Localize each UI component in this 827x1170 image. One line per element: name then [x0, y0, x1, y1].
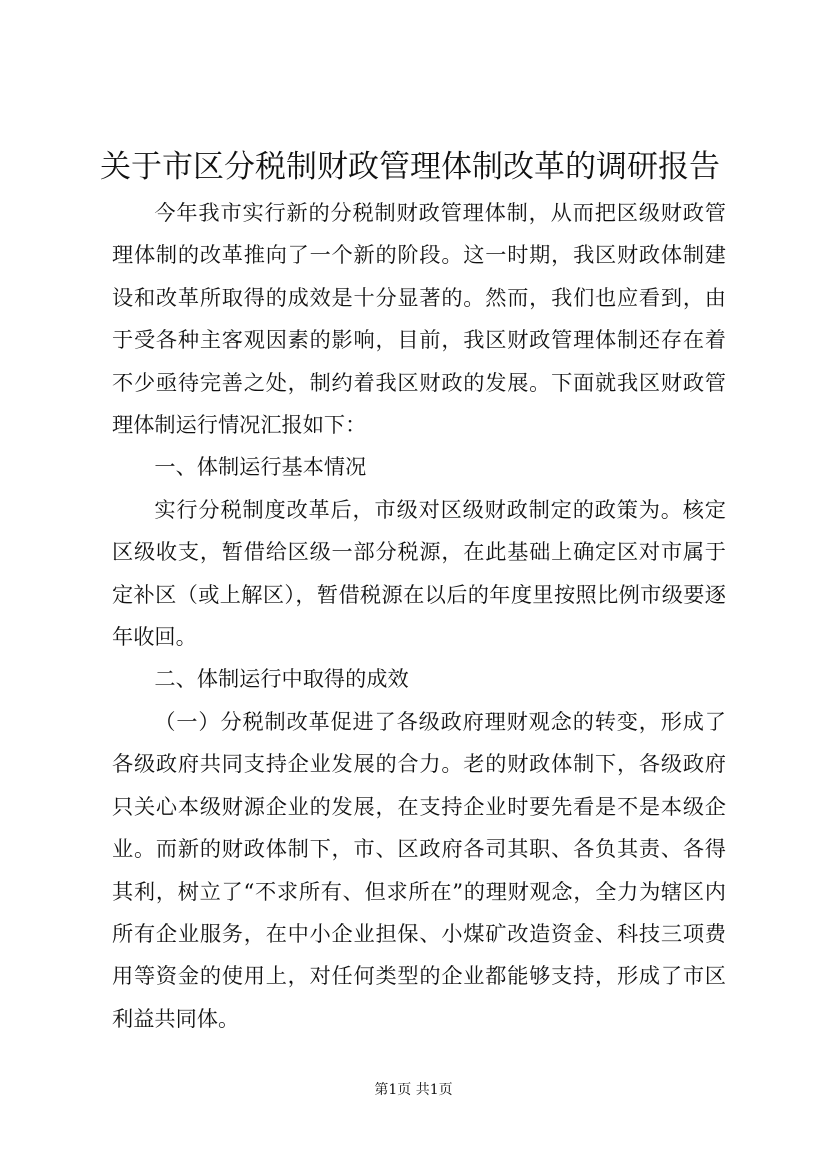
section-heading-achievements: 二、体制运行中取得的成效: [154, 666, 409, 692]
paragraph-achievement-one: （一）分税制改革促进了各级政府理财观念的转变，形成了各级政府共同支持企业发展的合力。老的财政体制下，各级政府只关心本级财源企业的发展，在支持企业时要先看是不是本级企业。而新的财政体制下，市、区政府各司其职、各负其责、各得其利，树立了“不求所有、但求所在”的理财观念，全力为辖区内所有企业服务，在中小企业担保、小煤矿改造资金、科技三项费用等资金的使用上，对任何类型的企业都能够支持，形成了市区利益共同体。: [112, 708, 726, 1031]
document-body: [112, 192, 726, 1040]
page-footer: 第1页 共1页: [374, 1082, 453, 1098]
paragraph-basic-situation: 实行分税制度改革后，市级对区级财政制定的政策为。核定区级收支，暂借给区级一部分税源，在此基础上确定区对市属于定补区（或上解区），暂借税源在以后的年度里按照比例市级要逐年收回。: [112, 496, 726, 650]
section-heading-basic-situation: 一、体制运行基本情况: [154, 454, 367, 480]
document-title: 关于市区分税制财政管理体制改革的调研报告: [100, 149, 720, 185]
paragraph-intro: 今年我市实行新的分税制财政管理体制，从而把区级财政管理体制的改革推向了一个新的阶段。这一时期，我区财政体制建设和改革所取得的成效是十分显著的。然而，我们也应看到，由于受各种主客观因素的影响，目前，我区财政管理体制还存在着不少亟待完善之处，制约着我区财政的发展。下面就我区财政管理体制运行情况汇报如下：: [112, 200, 726, 438]
